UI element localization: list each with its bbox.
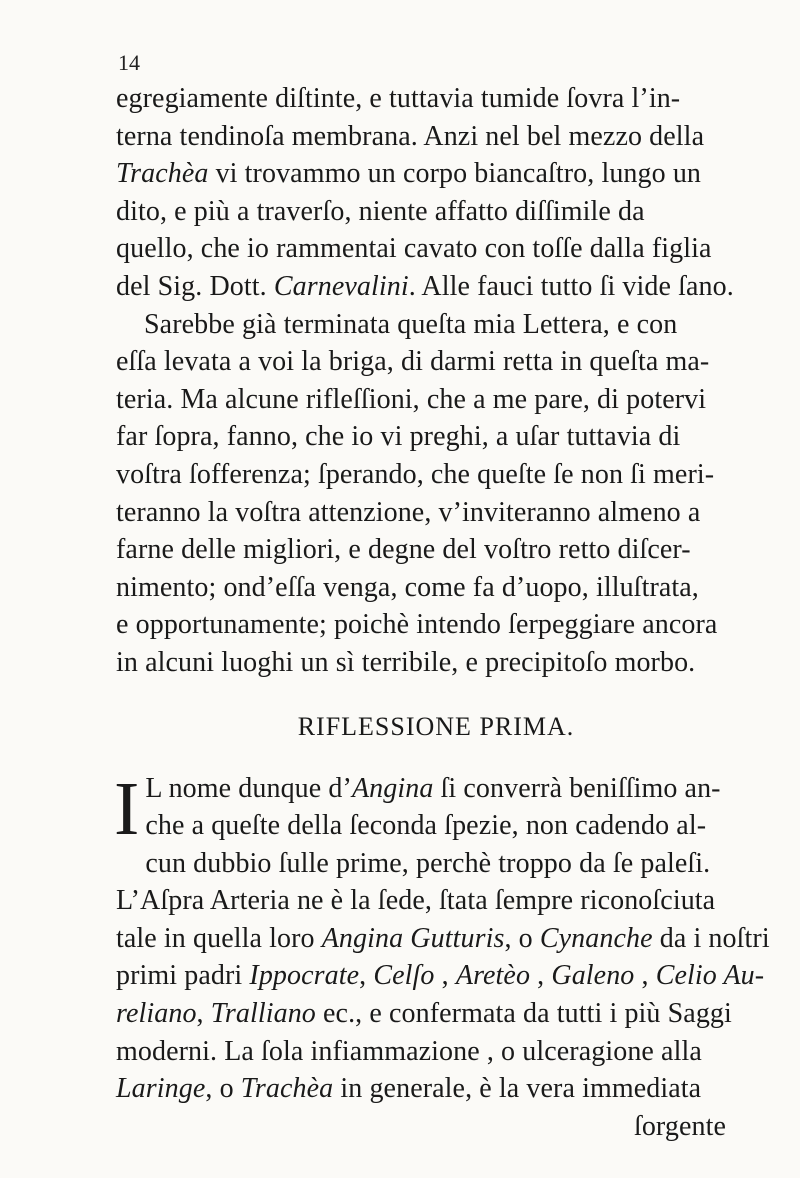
text-block [114, 80, 770, 1145]
text-line [116, 644, 756, 682]
italic-text-run: Angina [351, 772, 434, 804]
text-line [116, 957, 765, 995]
text-run: , o [205, 1073, 241, 1105]
text-line [116, 306, 756, 344]
text-line [116, 494, 756, 532]
text-run: che a queſte della ſeconda ſpezie, non cadendo al- [145, 810, 707, 842]
text-run: moderni. La ſola infiammazione , o ulceragione alla [116, 1035, 702, 1067]
text-run: L’Aſpra Arteria ne è la ſede, ſtata ſempre riconoſciuta [116, 885, 716, 917]
italic-text-run: Celio Au- [655, 960, 765, 992]
italic-text-run: Celſo [373, 960, 435, 992]
text-run: vi trovammo un corpo biancaſtro, lungo un [208, 158, 702, 190]
text-run: , [359, 960, 374, 992]
text-run: tale in quella loro [116, 922, 322, 954]
text-line [116, 531, 756, 569]
text-line [116, 80, 756, 118]
text-run: , [196, 998, 211, 1030]
text-run: ec., e confermata da tutti i più Saggi [315, 998, 732, 1030]
italic-text-run: Carnevalini [273, 270, 409, 302]
text-run: , o [504, 922, 540, 954]
italic-text-run: Trachèa [116, 158, 209, 190]
text-line [116, 381, 756, 419]
text-run: . Alle fauci tutto ſi vide ſano. [408, 270, 734, 302]
text-line [116, 845, 756, 883]
page-number: 14 [118, 50, 140, 75]
italic-text-run: Laringe [116, 1073, 206, 1105]
text-line [116, 995, 756, 1033]
text-run: L nome dunque d’ [145, 772, 352, 804]
text-line [116, 155, 756, 193]
text-line [116, 770, 756, 808]
paragraph-1 [116, 80, 756, 306]
text-run: , [634, 960, 656, 992]
text-run: in generale, è la vera immediata [333, 1073, 702, 1105]
text-line [116, 118, 756, 156]
catchword: ſorgente [633, 1110, 726, 1142]
text-run: teria. Ma alcune rifleſſioni, che a me pare, di potervi [116, 383, 707, 415]
text-run: voſtra ſofferenza; ſperando, che queſte ſe non ſi meri- [116, 458, 715, 490]
text-line [116, 1070, 756, 1108]
text-run: in alcuni luoghi un sì terribile, e precipitoſo morbo. [116, 646, 696, 678]
italic-text-run: Trachèa [240, 1073, 334, 1105]
text-run: e opportunamente; poichè intendo ſerpeggiare ancora [116, 609, 718, 641]
text-run: egregiamente diſtinte, e tuttavia tumide ſovra l’in- [116, 83, 681, 114]
italic-text-run: Tralliano [210, 998, 316, 1030]
text-line [116, 807, 756, 845]
text-line [116, 343, 756, 381]
text-run: cun dubbio ſulle prime, perchè troppo da ſe paleſi. [145, 847, 711, 879]
text-run: teranno la voſtra attenzione, v’inviteranno almeno a [116, 496, 701, 528]
text-run: far ſopra, fanno, che io vi preghi, a uſar tuttavia di [116, 421, 681, 453]
text-run: farne delle migliori, e degne del voſtro retto diſcer- [116, 534, 691, 566]
text-run: , [530, 960, 552, 992]
italic-text-run: Aretèo [455, 960, 531, 992]
text-run: da i noſtri [652, 922, 770, 954]
paragraph-2 [116, 306, 756, 682]
text-line [116, 193, 756, 231]
text-line [116, 456, 756, 494]
text-run: , [434, 960, 456, 992]
text-run: del Sig. Dott. [116, 270, 274, 302]
text-run: quello, che io rammentai cavato con toſſe dalla figlia [116, 233, 712, 265]
drop-cap: I [114, 766, 140, 851]
text-run: ſi converrà beniſſimo an- [433, 772, 721, 804]
text-line [116, 882, 756, 920]
italic-text-run: Cynanche [539, 922, 653, 954]
text-run: Sarebbe già terminata queſta mia Lettera, e con [144, 308, 678, 340]
text-line [116, 230, 756, 268]
text-line [116, 418, 756, 456]
text-line [116, 606, 756, 644]
text-run: terna tendinoſa membrana. Anzi nel bel mezzo della [116, 120, 705, 152]
text-run: eſſa levata a voi la briga, di darmi retta in queſta ma- [116, 346, 710, 378]
text-line [116, 1033, 756, 1071]
paragraph-3-lines [114, 766, 770, 1108]
paragraph-3 [114, 766, 770, 1108]
text-run: dito, e più a traverſo, niente affatto diſſimile da [116, 195, 645, 227]
italic-text-run: Angina Gutturis [321, 922, 505, 954]
section-heading: RIFLESSIONE PRIMA. [297, 711, 575, 741]
italic-text-run: reliano [116, 998, 197, 1030]
text-line [116, 569, 756, 607]
italic-text-run: Galeno [551, 960, 635, 992]
text-line [116, 268, 756, 306]
text-run: nimento; ond’eſſa venga, come fa d’uopo, illuſtrata, [116, 571, 699, 603]
text-line [116, 920, 770, 958]
italic-text-run: Ippocrate [249, 960, 360, 992]
text-run: primi padri [116, 960, 250, 992]
